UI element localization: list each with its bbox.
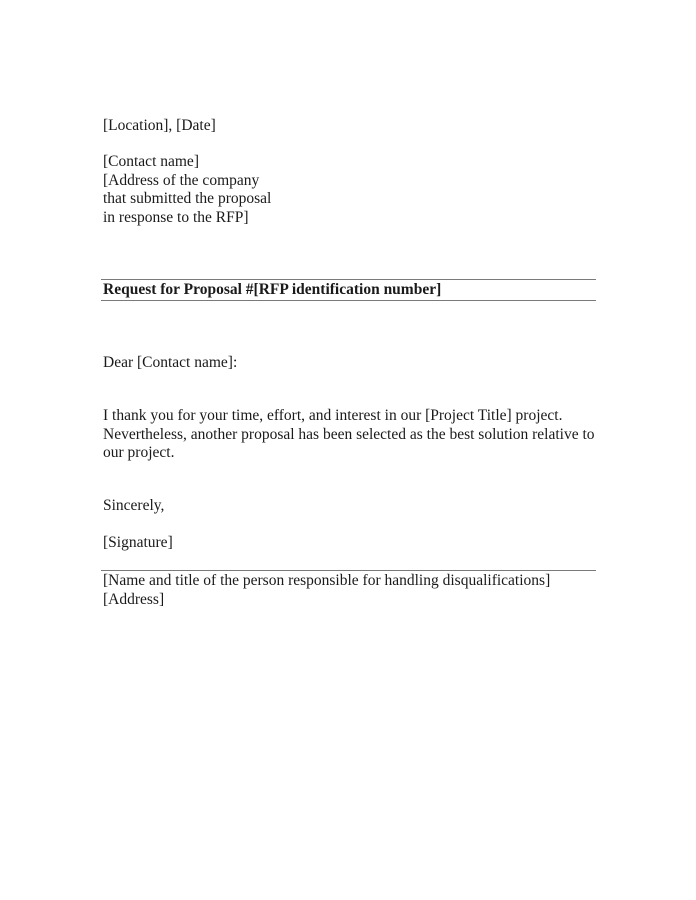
signature-placeholder: [Signature] <box>103 534 173 551</box>
signer-name-title: [Name and title of the person responsible for handling disqualifications] <box>103 572 551 589</box>
signature-rule <box>101 570 596 571</box>
location-date: [Location], [Date] <box>103 117 216 134</box>
signer-block <box>103 572 550 609</box>
body-line: Nevertheless, another proposal has been selected as the best solution relative to <box>103 425 595 443</box>
signer-address: [Address] <box>103 590 165 608</box>
recipient-block <box>103 153 271 227</box>
body-line: I thank you for your time, effort, and interest in our [Project Title] project. <box>103 407 563 424</box>
recipient-address-line: [Address of the company <box>103 171 260 189</box>
body-line: our project. <box>103 444 175 461</box>
greeting: Dear [Contact name]: <box>103 354 238 371</box>
recipient-contact-name: [Contact name] <box>103 153 199 170</box>
subject-bottom-rule <box>101 300 596 301</box>
letter-body <box>103 407 595 463</box>
recipient-address-line: that submitted the proposal <box>103 190 272 207</box>
subject-top-rule <box>101 279 596 280</box>
recipient-address-line: in response to the RFP] <box>103 208 249 226</box>
closing: Sincerely, <box>103 497 165 514</box>
subject-line: Request for Proposal #[RFP identification number] <box>103 281 442 298</box>
